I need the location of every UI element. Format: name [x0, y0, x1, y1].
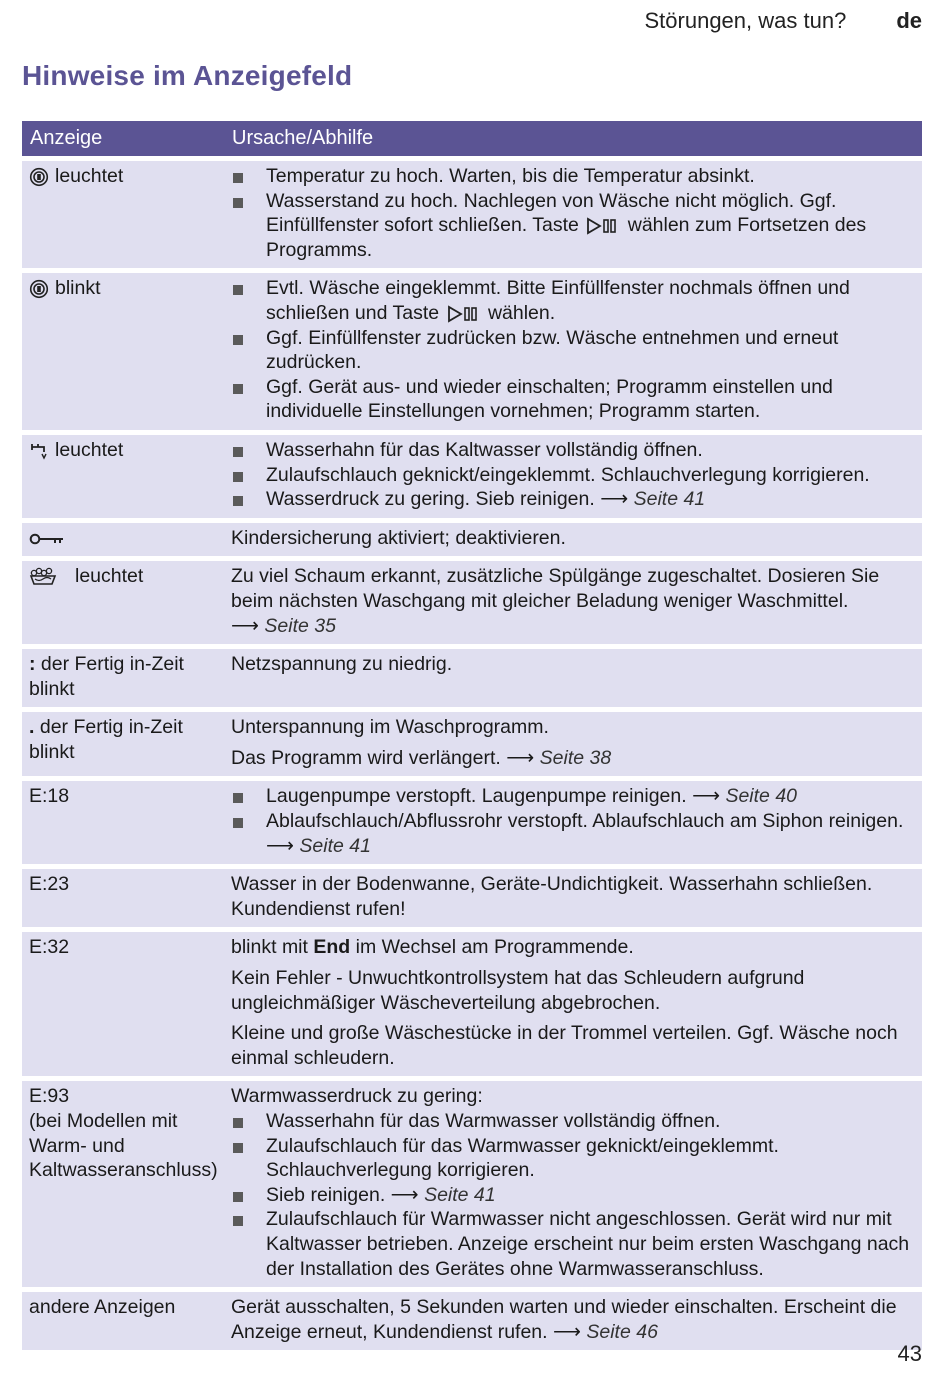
- remedy-cell: Zu viel Schaum erkannt, zusätzliche Spülgänge zugeschaltet. Dosieren Sie beim nächsten Waschgang mit gleicher Beladung weniger Waschmittel. ⟶ Seite 35: [231, 565, 880, 637]
- table-row: [22, 649, 922, 707]
- display-label: E:93: [29, 1085, 70, 1108]
- remedy-cell: Gerät ausschalten, 5 Sekunden warten und wieder einschalten. Erscheint die Anzeige erneut, Kundendienst rufen. ⟶ Seite 46: [231, 1296, 897, 1343]
- remedy-cell: [224, 164, 922, 262]
- remedy-cell: [224, 715, 922, 770]
- door-lock-icon: [29, 279, 49, 299]
- display-label: blinkt: [55, 277, 101, 300]
- remedy-paragraph: blinkt mit End im Wechsel am Programmende.: [231, 936, 634, 959]
- table-row: [22, 712, 922, 776]
- column-header-display: Anzeige: [30, 127, 103, 149]
- list-item: Wasserdruck zu gering. Sieb reinigen. ⟶ Seite 41: [231, 487, 916, 512]
- list-item: Wasserhahn für das Kaltwasser vollständig öffnen.: [231, 438, 916, 463]
- table-row: [22, 869, 922, 927]
- start-pause-icon: [586, 217, 620, 235]
- table-row: [22, 781, 922, 864]
- list-item: Zulaufschlauch für das Warmwasser geknickt/eingeklemmt. Schlauchverlegung korrigieren.: [231, 1134, 916, 1183]
- display-note: (bei Modellen mit Warm- und Kaltwasseranschluss): [29, 1110, 218, 1182]
- remedy-cell: [224, 1084, 922, 1281]
- list-item: Wasserhahn für das Warmwasser vollständig öffnen.: [231, 1109, 916, 1134]
- key-icon: [29, 532, 65, 546]
- display-cell: [22, 526, 224, 551]
- column-header-remedy: Ursache/Abhilfe: [232, 127, 374, 149]
- table-row: [22, 932, 922, 1076]
- table-row: [22, 1292, 922, 1350]
- display-label: leuchtet: [55, 165, 124, 187]
- list-item: Evtl. Wäsche eingeklemmt. Bitte Einfüllfenster nochmals öffnen und schließen und Taste wählen.: [231, 276, 916, 325]
- running-header: [645, 8, 923, 34]
- page-number: 43: [897, 1341, 922, 1366]
- arrow-right-icon: ⟶: [692, 785, 721, 808]
- table-row: [22, 561, 922, 644]
- arrow-right-icon: ⟶: [266, 834, 294, 857]
- section-title: Störungen, was tun?: [644, 8, 847, 33]
- door-lock-icon: [29, 167, 49, 187]
- display-cell: [22, 1084, 224, 1281]
- arrow-right-icon: ⟶: [506, 746, 535, 769]
- dot-symbol: .: [29, 716, 35, 739]
- display-cell: [22, 164, 224, 262]
- arrow-right-icon: ⟶: [231, 614, 259, 637]
- list-item: Ggf. Einfüllfenster zudrücken bzw. Wäsche entnehmen und erneut zudrücken.: [231, 326, 916, 375]
- list-item: Sieb reinigen. ⟶ Seite 41: [231, 1183, 916, 1208]
- start-pause-icon: [447, 305, 481, 323]
- remedy-cell: Netzspannung zu niedrig.: [231, 653, 453, 676]
- table-row: [22, 523, 922, 557]
- remedy-paragraph: Kleine und große Wäschestücke in der Trommel verteilen. Ggf. Wäsche noch einmal schleudern.: [231, 1022, 898, 1069]
- display-label: leuchtet: [75, 565, 144, 588]
- display-cell: [22, 564, 224, 638]
- table-row: [22, 161, 922, 268]
- page-reference[interactable]: ⟶ Seite 46: [552, 1320, 658, 1343]
- table-row: [22, 273, 922, 430]
- remedy-intro: Warmwasserdruck zu gering:: [231, 1085, 483, 1108]
- remedy-paragraph: Kein Fehler - Unwuchtkontrollsystem hat das Schleudern aufgrund ungleichmäßiger Wäscheverteilung abgebrochen.: [231, 967, 805, 1014]
- remedy-paragraph: Unterspannung im Waschprogramm.: [231, 716, 549, 739]
- display-cell: E:32: [29, 936, 70, 959]
- page-reference[interactable]: ⟶ Seite 41: [266, 834, 371, 857]
- display-cell: [22, 715, 224, 770]
- list-item: Wasserstand zu hoch. Nachlegen von Wäsche nicht möglich. Ggf. Einfüllfenster sofort schließen. Taste wählen zum Fortsetzen des Programms.: [231, 189, 916, 263]
- display-label: der Fertig in-Zeit blinkt: [29, 716, 183, 763]
- display-cell: [22, 652, 224, 701]
- list-item: Laugenpumpe verstopft. Laugenpumpe reinigen. ⟶ Seite 40: [231, 784, 916, 809]
- colon-symbol: :: [29, 653, 36, 676]
- table-row: [22, 1081, 922, 1287]
- remedy-cell: [224, 276, 922, 424]
- display-label: der Fertig in-Zeit blinkt: [29, 653, 184, 700]
- display-label: leuchtet: [55, 438, 124, 461]
- remedy-paragraph: Das Programm wird verlängert. ⟶ Seite 38: [231, 746, 612, 769]
- list-item: Ggf. Gerät aus- und wieder einschalten; Programm einstellen und individuelle Einstellungen vornehmen; Programm starten.: [231, 375, 916, 424]
- table-row: [22, 435, 922, 518]
- display-cell: E:23: [29, 873, 70, 896]
- remedy-cell: [224, 438, 922, 512]
- display-notes-table: [22, 121, 922, 1350]
- water-tap-icon: [29, 441, 49, 461]
- table-header: [22, 121, 922, 156]
- display-cell: [22, 438, 224, 512]
- remedy-cell: [224, 784, 922, 858]
- page-reference[interactable]: ⟶ Seite 38: [506, 746, 612, 769]
- page-reference[interactable]: ⟶ Seite 41: [600, 488, 706, 511]
- display-cell: andere Anzeigen: [29, 1296, 176, 1319]
- page-reference[interactable]: ⟶ Seite 41: [390, 1183, 496, 1206]
- remedy-cell: Wasser in der Bodenwanne, Geräte-Undichtigkeit. Wasserhahn schließen. Kundendienst rufen!: [231, 873, 873, 920]
- language-tag: de: [896, 8, 922, 33]
- arrow-right-icon: ⟶: [552, 1320, 581, 1343]
- list-item: Ablaufschlauch/Abflussrohr verstopft. Ablaufschlauch am Siphon reinigen. ⟶ Seite 41: [231, 809, 916, 858]
- page-title: Hinweise im Anzeigefeld: [22, 60, 353, 91]
- arrow-right-icon: ⟶: [390, 1183, 419, 1206]
- remedy-cell: [224, 935, 922, 1070]
- foam-icon: [29, 567, 57, 587]
- remedy-cell: Kindersicherung aktiviert; deaktivieren.: [231, 526, 566, 549]
- display-cell: [22, 276, 224, 424]
- display-cell: E:18: [29, 785, 70, 808]
- page-reference[interactable]: ⟶ Seite 40: [692, 785, 798, 808]
- arrow-right-icon: ⟶: [600, 488, 629, 511]
- list-item: Temperatur zu hoch. Warten, bis die Temperatur absinkt.: [231, 164, 916, 189]
- list-item: Zulaufschlauch für Warmwasser nicht angeschlossen. Gerät wird nur mit Kaltwasser betrieben. Anzeige erscheint nur beim ersten Waschgang nach der Installation des Gerätes ohne Warmwasseranschluss.: [231, 1207, 916, 1281]
- list-item: Zulaufschlauch geknickt/eingeklemmt. Schlauchverlegung korrigieren.: [231, 463, 916, 488]
- page-reference[interactable]: ⟶ Seite 35: [231, 614, 336, 637]
